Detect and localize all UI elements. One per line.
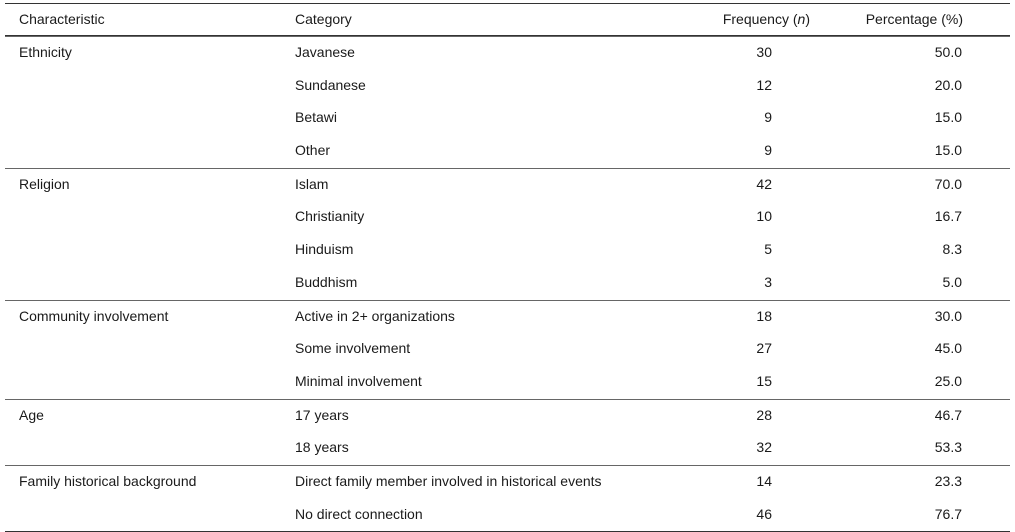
- table-row: [5, 267, 1010, 300]
- table-row: [5, 102, 1010, 135]
- category-cell: Javanese: [295, 44, 355, 60]
- table-row: [5, 399, 1010, 433]
- frequency-cell: 28: [756, 406, 772, 423]
- table-row: [5, 234, 1010, 267]
- category-cell: Betawi: [295, 109, 338, 126]
- table-row: [5, 432, 1010, 465]
- percentage-cell: 50.0: [934, 44, 962, 60]
- percentage-cell: 16.7: [934, 208, 962, 225]
- table-row: [5, 135, 1010, 168]
- percentage-cell: 20.0: [934, 76, 962, 93]
- characteristic-cell: Ethnicity: [19, 44, 72, 60]
- category-cell: Buddhism: [295, 273, 358, 290]
- percentage-cell: 8.3: [942, 241, 962, 258]
- header-category: Category: [295, 11, 352, 27]
- frequency-cell: 30: [756, 44, 772, 60]
- header-percentage: Percentage (%): [865, 11, 963, 27]
- frequency-cell: 5: [764, 241, 772, 258]
- frequency-cell: 10: [756, 208, 772, 225]
- frequency-cell: 9: [764, 142, 772, 159]
- table-body: [5, 36, 1010, 532]
- table-row: [5, 300, 1010, 334]
- frequency-cell: 9: [764, 109, 772, 126]
- table-row: [5, 499, 1010, 532]
- frequency-cell: 32: [756, 439, 772, 456]
- table-row: [5, 201, 1010, 234]
- frequency-cell: 3: [764, 273, 772, 290]
- percentage-cell: 76.7: [934, 505, 962, 522]
- category-cell: Christianity: [295, 208, 365, 225]
- category-cell: Hinduism: [295, 241, 354, 258]
- percentage-cell: 25.0: [934, 372, 962, 389]
- percentage-cell: 23.3: [934, 472, 962, 489]
- category-cell: Minimal involvement: [295, 372, 422, 389]
- category-cell: 18 years: [295, 439, 349, 456]
- demographics-table: [5, 3, 1010, 532]
- table-row: [5, 70, 1010, 103]
- characteristic-cell: Community involvement: [19, 307, 169, 324]
- table-header-row: [5, 3, 1010, 36]
- characteristic-cell: Age: [19, 406, 44, 423]
- category-cell: Active in 2+ organizations: [295, 307, 455, 324]
- frequency-cell: 46: [756, 505, 772, 522]
- percentage-cell: 46.7: [934, 406, 962, 423]
- category-cell: Sundanese: [295, 76, 366, 93]
- percentage-cell: 15.0: [934, 142, 962, 159]
- header-characteristic: Characteristic: [19, 11, 105, 27]
- percentage-cell: 15.0: [934, 109, 962, 126]
- category-cell: Other: [295, 142, 331, 159]
- table-row: [5, 168, 1010, 202]
- table-row: [5, 333, 1010, 366]
- frequency-cell: 18: [756, 307, 772, 324]
- percentage-cell: 45.0: [934, 340, 962, 357]
- percentage-cell: 30.0: [934, 307, 962, 324]
- frequency-cell: 27: [756, 340, 772, 357]
- category-cell: Islam: [295, 175, 329, 192]
- frequency-cell: 15: [756, 372, 772, 389]
- header-frequency: Frequency (n): [722, 11, 810, 27]
- frequency-cell: 12: [756, 76, 772, 93]
- category-cell: No direct connection: [295, 505, 423, 522]
- category-cell: Direct family member involved in historical events: [295, 472, 602, 489]
- frequency-cell: 42: [756, 175, 772, 192]
- category-cell: Some involvement: [295, 340, 411, 357]
- percentage-cell: 70.0: [934, 175, 962, 192]
- percentage-cell: 5.0: [942, 273, 962, 290]
- table-row: [5, 366, 1010, 399]
- frequency-cell: 14: [756, 472, 772, 489]
- category-cell: 17 years: [295, 406, 349, 423]
- percentage-cell: 53.3: [934, 439, 962, 456]
- table-row: [5, 36, 1010, 70]
- table-row: [5, 465, 1010, 499]
- characteristic-cell: Religion: [19, 175, 70, 192]
- characteristic-cell: Family historical background: [19, 472, 197, 489]
